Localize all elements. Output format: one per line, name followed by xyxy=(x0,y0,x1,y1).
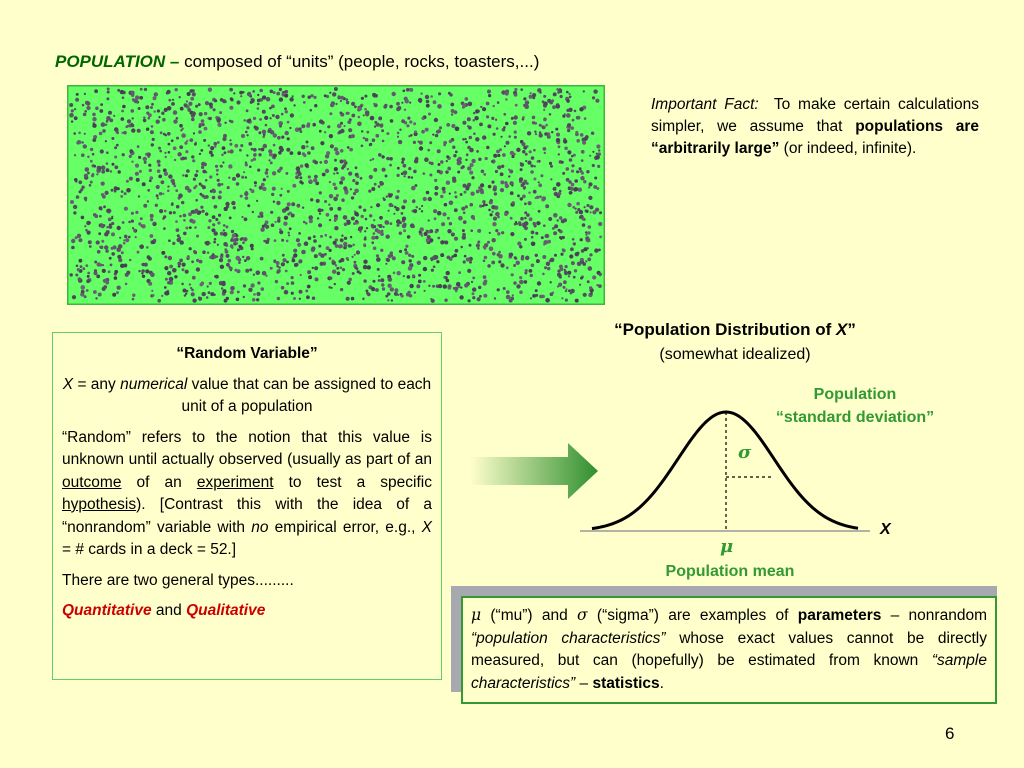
rv-p2-d: ). [Contrast this with the idea of a “nonrandom” variable with xyxy=(62,496,432,536)
param-t6: . xyxy=(659,674,664,692)
rv-def-numerical: numerical xyxy=(120,375,188,393)
population-mean-label: Population mean xyxy=(665,563,795,580)
fact-bold: populations are “arbitrarily large” xyxy=(651,118,980,157)
parameters-box xyxy=(461,596,997,704)
page-number: 6 xyxy=(945,724,955,743)
random-variable-box xyxy=(52,332,442,680)
rv-def-x: X xyxy=(62,375,74,393)
rv-no: no xyxy=(251,518,269,536)
important-fact xyxy=(651,94,979,160)
rv-p2-b: of an xyxy=(121,473,197,491)
sigma-symbol: σ xyxy=(738,442,752,463)
rv-def-rest: value that can be assigned to each unit of a population xyxy=(181,375,432,415)
fact-text-2: (or indeed, infinite). xyxy=(783,140,917,157)
param-t5: – xyxy=(575,674,593,692)
param-parameters: parameters xyxy=(797,607,882,624)
mu-symbol: μ xyxy=(720,536,734,557)
distribution-title xyxy=(540,320,930,340)
bell-curve-path xyxy=(592,412,858,529)
rv-heading-text: “Random Variable” xyxy=(176,345,318,362)
rv-p2-c: to test a specific xyxy=(273,473,432,491)
rv-quantitative: Quantitative xyxy=(62,602,152,619)
sd-label-line-1: Population xyxy=(813,386,897,403)
population-dots-image xyxy=(67,85,605,305)
rv-outcome: outcome xyxy=(62,473,122,491)
rv-heading xyxy=(62,343,432,366)
param-sigma: σ xyxy=(577,606,588,624)
rv-hypothesis: hypothesis xyxy=(62,496,137,513)
rv-def-eq: = any xyxy=(73,375,121,393)
param-t1: (“mu”) and xyxy=(481,607,578,624)
dist-title-a: “Population Distribution of xyxy=(614,320,837,339)
sd-label-line-2: “standard deviation” xyxy=(775,409,935,426)
rv-random-explanation xyxy=(62,427,432,562)
rv-experiment: experiment xyxy=(196,473,274,491)
bell-curve xyxy=(580,400,910,565)
param-t4: whose exact values cannot be directly measured, but can (hopefully) be estimated from known xyxy=(471,629,987,669)
title-population: POPULATION xyxy=(55,52,166,71)
rv-type-list xyxy=(62,600,432,623)
x-axis-label: X xyxy=(880,521,891,538)
rv-p2-a: “Random” refers to the notion that this value is unknown until actually observed (usually as part of an xyxy=(62,428,432,468)
param-statistics: statistics xyxy=(592,674,660,692)
rv-types: There are two general types......... xyxy=(62,571,294,589)
rv-p2-e: empirical error, e.g., xyxy=(268,518,422,536)
title-dash: – xyxy=(165,52,185,71)
fact-label: Important Fact: xyxy=(651,96,759,113)
rv-qualitative: Qualitative xyxy=(186,602,266,619)
distribution-subtitle: (somewhat idealized) xyxy=(659,346,811,363)
title-description: composed of “units” (people, rocks, toasters,...) xyxy=(184,52,540,71)
param-t3: – nonrandom xyxy=(881,607,987,624)
dist-title-b: ” xyxy=(847,320,856,339)
slide-title xyxy=(55,52,539,72)
dist-title-x: X xyxy=(836,320,848,339)
param-sample-characteristics: “sample characteristics” xyxy=(471,652,987,692)
param-population-characteristics: “population characteristics” xyxy=(471,629,666,647)
param-mu: μ xyxy=(471,606,482,624)
rv-p2-x: X xyxy=(421,518,432,536)
rv-definition xyxy=(62,374,432,419)
rv-and: and xyxy=(151,602,187,619)
param-t2: (“sigma”) are examples of xyxy=(587,607,798,624)
rv-p2-f: = # cards in a deck = 52.] xyxy=(62,541,237,558)
population-image xyxy=(67,85,605,305)
fact-text-1: To make certain calculations simpler, we assume that xyxy=(651,96,979,135)
